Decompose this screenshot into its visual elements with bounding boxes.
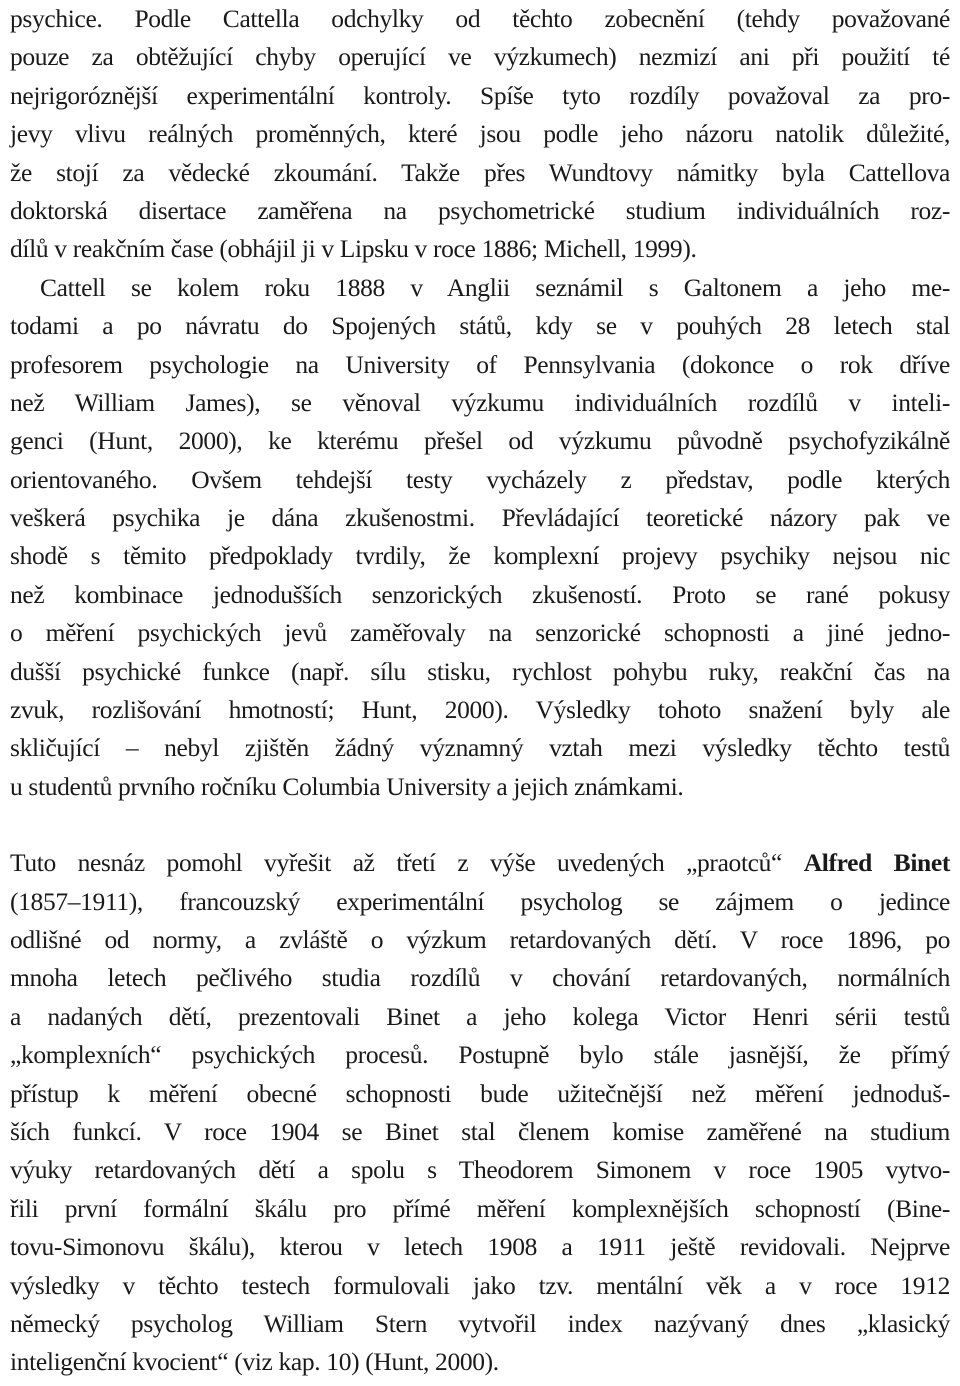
text-line: todami a po návratu do Spojených států, kdy se v pouhých 28 letech stal (10, 311, 950, 341)
text-line: přístup k měření obecné schopnosti bude užitečnější než měření jednoduš- (10, 1078, 950, 1108)
text-run: Tuto nesnáz pomohl vyřešit až třetí z výše uvedených „praotců“ (10, 848, 804, 878)
text-line: zvuk, rozlišování hmotností; Hunt, 2000). Výsledky tohoto snažení byly ale (10, 695, 950, 725)
text-line: tovu-Simonovu škálu), kterou v letech 1908 a 1911 ještě revidovali. Nejprve (10, 1232, 950, 1262)
text-line: pouze za obtěžující chyby operující ve výzkumech) nezmizí ani při použití té (10, 42, 950, 72)
paragraph-gap (10, 806, 950, 844)
text-line: veškerá psychika je dána zkušenostmi. Převládající teoretické názory pak ve (10, 503, 950, 533)
text-line: skličující – nebyl zjištěn žádný významný vztah mezi výsledky těchto testů (10, 733, 950, 763)
text-line: a nadaných dětí, prezentovali Binet a jeho kolega Victor Henri sérii testů (10, 1001, 950, 1031)
text-line: jevy vlivu reálných proměnných, které jsou podle jeho názoru natolik důležité, (10, 119, 950, 149)
text-line: řili první formální škálu pro přímé měření komplexnějších schopností (Bine- (10, 1193, 950, 1223)
text-line: Cattell se kolem roku 1888 v Anglii seznámil s Galtonem a jeho me- (40, 272, 950, 302)
text-line: mnoha letech pečlivého studia rozdílů v chování retardovaných, normálních (10, 963, 950, 993)
text-line: genci (Hunt, 2000), ke kterému přešel od výzkumu původně psychofyzikálně (10, 426, 950, 456)
text-line: odlišné od normy, a zvláště o výzkum retardovaných dětí. V roce 1896, po (10, 924, 950, 954)
text-line: ších funkcí. V roce 1904 se Binet stal členem komise zaměřené na studium (10, 1116, 950, 1146)
text-line: u studentů prvního ročníku Columbia University a jejich známkami. (10, 771, 684, 801)
text-line: psychice. Podle Cattella odchylky od těchto zobecnění (tehdy považované (10, 4, 950, 33)
text-line: o měření psychických jevů zaměřovaly na senzorické schopnosti a jiné jedno- (10, 618, 950, 648)
text-line: než William James), se věnoval výzkumu individuálních rozdílů v inteli- (10, 387, 950, 417)
text-line (10, 844, 950, 882)
text-line: orientovaného. Ovšem tehdejší testy vycházely z představ, podle kterých (10, 464, 950, 494)
text-line: dušší psychické funkce (např. sílu stisku, rychlost pohybu ruky, reakční čas na (10, 656, 950, 686)
text-line: nejrigoróznější experimentální kontroly. Spíše tyto rozdíly považoval za pro- (10, 80, 950, 110)
text-line: než kombinace jednodušších senzorických zkušeností. Proto se rané pokusy (10, 579, 950, 609)
text-line: (1857–1911), francouzský experimentální psycholog se zájmem o jedince (10, 886, 950, 916)
paragraph-1 (10, 0, 950, 269)
paragraph-2 (10, 269, 950, 806)
text-line: shodě s těmito předpoklady tvrdily, že komplexní projevy psychiky nejsou nic (10, 541, 950, 571)
text-line: německý psycholog William Stern vytvořil index nazývaný dnes „klasický (10, 1308, 950, 1338)
text-line: profesorem psychologie na University of Pennsylvania (dokonce o rok dříve (10, 349, 950, 379)
text-line: výuky retardovaných dětí a spolu s Theodorem Simonem v roce 1905 vytvo- (10, 1155, 950, 1185)
text-line: inteligenční kvocient“ (viz kap. 10) (Hunt, 2000). (10, 1347, 499, 1377)
paragraph-3 (10, 844, 950, 1381)
text-line: doktorská disertace zaměřena na psychometrické studium individuálních roz- (10, 195, 950, 225)
name-alfred-binet: Alfred Binet (803, 848, 951, 878)
document-page (10, 0, 950, 1382)
text-line: dílů v reakčním čase (obhájil ji v Lipsku v roce 1886; Michell, 1999). (10, 234, 697, 264)
text-line: že stojí za vědecké zkoumání. Takže přes Wundtovy námitky byla Cattellova (10, 157, 950, 187)
text-line: „komplexních“ psychických procesů. Postupně bylo stále jasnější, že přímý (10, 1040, 950, 1070)
text-line: výsledky v těchto testech formulovali jako tzv. mentální věk a v roce 1912 (10, 1270, 950, 1300)
